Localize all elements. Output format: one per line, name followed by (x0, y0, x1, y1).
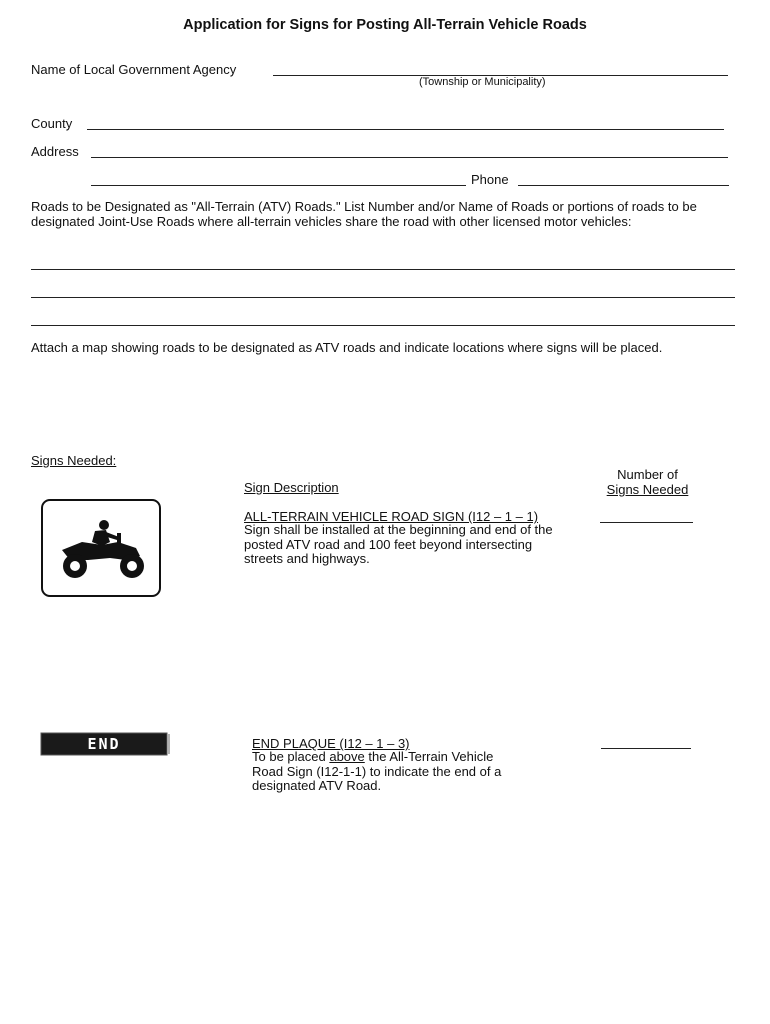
map-instructions: Attach a map showing roads to be designated as ATV roads and indicate locations where signs will be placed. (31, 340, 663, 355)
atv-rider-icon (40, 498, 162, 598)
road-entry-line-3[interactable] (31, 325, 735, 326)
address-label: Address (31, 144, 79, 159)
end-plaque-desc-pre: To be placed (252, 749, 330, 764)
county-label: County (31, 116, 73, 131)
phone-field[interactable] (518, 185, 729, 186)
form-title: Application for Signs for Posting All-Terrain Vehicle Roads (183, 17, 587, 33)
agency-label: Name of Local Government Agency (31, 62, 237, 77)
end-plaque-name: END PLAQUE (I12 – 1 – 3) (252, 736, 410, 751)
roads-instructions: Roads to be Designated as "All-Terrain (ATV) Roads." List Number and/or Name of Roads or portions of roads to be designated Joint-Use Roads where all-terrain vehicles share the road with other licensed motor vehicles: (31, 199, 697, 229)
signs-needed-label: Signs Needed: (31, 453, 117, 468)
road-entry-line-2[interactable] (31, 297, 735, 298)
atv-sign-description: Sign shall be installed at the beginning and end of the posted ATV road and 100 feet beyond intersecting streets and highways. (244, 522, 553, 566)
address-line-2-field[interactable] (91, 185, 466, 186)
number-of-signs-header-line2: Signs Needed (606, 482, 689, 497)
atv-sign-name: ALL-TERRAIN VEHICLE ROAD SIGN (I12 – 1 – 1) (244, 509, 539, 524)
end-plaque-desc-underlined: above (329, 749, 365, 764)
end-plaque-description (252, 750, 502, 794)
number-of-signs-header (590, 467, 705, 497)
end-plaque-count-field[interactable] (601, 748, 691, 749)
road-entry-line-1[interactable] (31, 269, 735, 270)
county-field[interactable] (87, 129, 724, 130)
address-field[interactable] (91, 157, 728, 158)
atv-road-sign-image (40, 498, 162, 598)
end-plaque-text: END (87, 735, 121, 753)
phone-label: Phone (471, 172, 509, 187)
end-plaque-image (40, 732, 170, 756)
sign-description-header: Sign Description (244, 480, 339, 495)
atv-sign-count-field[interactable] (600, 522, 693, 523)
end-plaque-desc-post: the All-Terrain Vehicle Road Sign (I12-1-1) to indicate the end of a designated ATV Road. (252, 749, 502, 793)
number-of-signs-header-line1: Number of (617, 467, 678, 482)
agency-note: (Township or Municipality) (419, 76, 546, 88)
